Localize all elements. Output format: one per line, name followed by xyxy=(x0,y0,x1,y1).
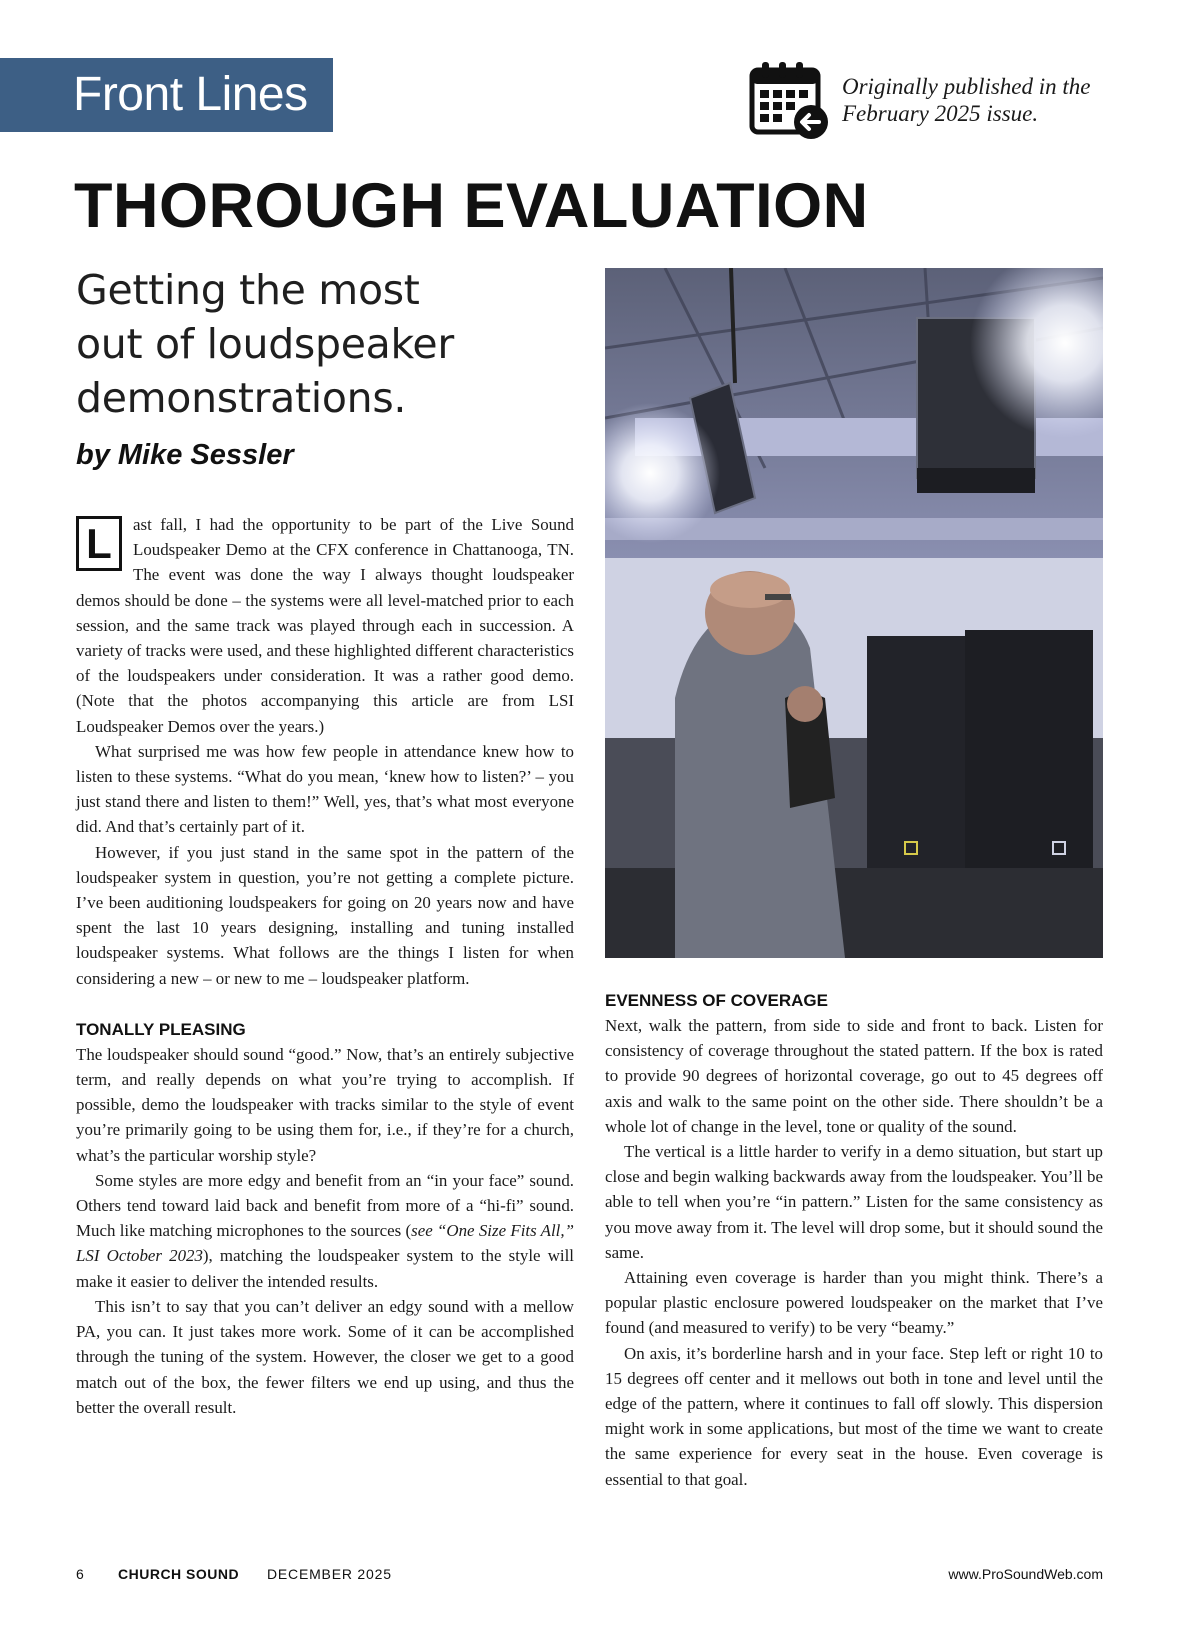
article-byline: by Mike Sessler xyxy=(76,439,294,471)
website-link[interactable]: www.ProSoundWeb.com xyxy=(948,1566,1103,1582)
article-headline: THOROUGH EVALUATION xyxy=(74,171,869,241)
paragraph-text: ), matching the loudspeaker system to the style will make it easier to deliver the intended results. xyxy=(76,1246,574,1291)
article-column-left xyxy=(76,512,574,1420)
page-number: 6 xyxy=(76,1566,84,1582)
paragraph: Attaining even coverage is harder than you might think. There’s a popular plastic enclosure powered loudspeaker on the market that I’ve found (and measured to verify) to be very “beamy.” xyxy=(605,1268,1103,1338)
paragraph xyxy=(76,1168,574,1294)
subhead-line: out of loudspeaker xyxy=(76,320,454,368)
page-footer xyxy=(76,1566,1103,1588)
paragraph: What surprised me was how few people in attendance knew how to listen to these systems. “What do you mean, ‘knew how to listen?’ – you just stand there and listen to them!” Well, yes, that’s what most everyone did. And that’s certainly part of it. xyxy=(76,741,574,837)
article-subhead xyxy=(76,263,556,425)
paragraph: ast fall, I had the opportunity to be part of the Live Sound Loudspeaker Demo at the CFX conference in Chattanooga, TN. The event was done the way I always thought loudspeaker demos should be done – the systems were all level-matched prior to each session, and the same track was played through each in succession. A variety of tracks were used, and these highlighted different characteristics of the loudspeakers under consideration. It was a rather good demo. (Note that the photos accompanying this article are from LSI Loudspeaker Demos over the years.) xyxy=(76,515,574,736)
drop-cap: L xyxy=(76,516,122,571)
article-reference: see “One Size Fits All,” LSI October 2023 xyxy=(76,1221,574,1266)
section-heading: EVENNESS OF COVERAGE xyxy=(605,991,828,1010)
publication-note-line: Originally published in the xyxy=(842,74,1091,99)
publication-note xyxy=(842,73,1142,127)
article-column-right xyxy=(605,988,1103,1492)
paragraph: Next, walk the pattern, from side to side and front to back. Listen for consistency of coverage throughout the stated pattern. If the box is rated to provide 90 degrees of horizontal coverage, go out to 45 degrees off axis and walk to the same point on the other side. There shouldn’t be a whole lot of change in the level, tone or quality of the sound. xyxy=(605,1016,1103,1136)
paragraph: The loudspeaker should sound “good.” Now, that’s an entirely subjective term, and really depends on what you’re trying to accomplish. If possible, demo the loudspeaker with tracks similar to the style of event you’re primarily going to be using them for, i.e., if they’re for a church, what’s the particular worship style? xyxy=(76,1044,574,1165)
paragraph-text: Some styles are more edgy and benefit from an “in your face” sound. Others tend toward laid back and benefit from more of a “hi-fi” sound. Much like matching microphones to the sources ( xyxy=(76,1170,574,1241)
paragraph: This isn’t to say that you can’t deliver an edgy sound with a mellow PA, you can. It just takes more work. Some of it can be accomplished through the tuning of the system. However, the closer we get to a good match out of the box, the fewer filters we end up using, and thus the better the overall result. xyxy=(76,1296,574,1417)
subhead-line: demonstrations. xyxy=(76,374,407,422)
issue-date: DECEMBER 2025 xyxy=(267,1566,392,1582)
publication-note-line: February 2025 issue. xyxy=(842,101,1039,126)
paragraph: However, if you just stand in the same spot in the pattern of the loudspeaker system in question, you’re not getting a complete picture. I’ve been auditioning loudspeakers for going on 20 years now and have spent the last 10 years designing, installing and tuning installed loudspeaker systems. What follows are the things I listen for when considering a new – or new to me – loudspeaker platform. xyxy=(76,842,574,988)
paragraph: On axis, it’s borderline harsh and in your face. Step left or right 10 to 15 degrees off center and it mellows out both in tone and level until the edge of the pattern, where it continues to fall off slowly. This dispersion might work in some applications, but most of the time we want to create the same experience for every seat in the house. Even coverage is essential to that goal. xyxy=(605,1343,1103,1489)
article-photo xyxy=(605,268,1103,958)
section-heading: TONALLY PLEASING xyxy=(76,1019,246,1039)
paragraph: The vertical is a little harder to verify in a demo situation, but start up close and begin walking backwards away from the loudspeaker. You’ll be able to tell when you’re “in pattern.” Listen for the same consistency as you move away from it. The level will drop some, but it should sound the same. xyxy=(605,1142,1103,1262)
section-banner: Front Lines xyxy=(0,58,333,132)
calendar-back-icon xyxy=(748,60,830,140)
subhead-line: Getting the most xyxy=(76,266,420,314)
magazine-name: CHURCH SOUND xyxy=(118,1566,240,1582)
